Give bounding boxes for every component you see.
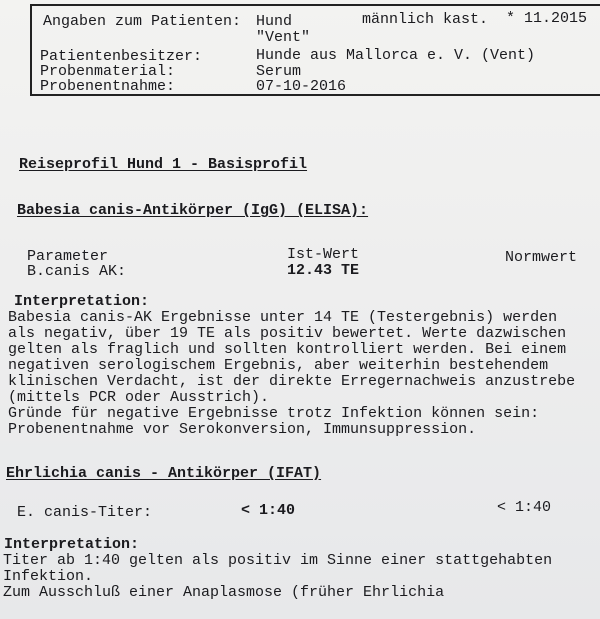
babesia-interp-line: gelten als fraglich und sollten kontrolliert werden. Bei einem	[8, 341, 567, 358]
ehrlichia-interp-line: Infektion.	[3, 568, 94, 585]
babesia-interp-line: Babesia canis-AK Ergebnisse unter 14 TE (Testergebnis) werden	[8, 309, 558, 326]
profile-title: Reiseprofil Hund 1 - Basisprofil	[19, 156, 308, 173]
patient-name: "Vent"	[256, 29, 311, 46]
patient-label: Angaben zum Patienten:	[43, 13, 242, 30]
patient-species: Hund	[256, 13, 293, 30]
owner-value: Hunde aus Mallorca e. V. (Vent)	[256, 47, 536, 64]
babesia-interp-line: Gründe für negative Ergebnisse trotz Infektion können sein:	[8, 405, 540, 422]
ehrlichia-title: Ehrlichia canis - Antikörper (IFAT)	[6, 465, 322, 482]
babesia-row-value: 12.43 TE	[287, 262, 360, 279]
ehrlichia-interp-title: Interpretation:	[4, 536, 140, 553]
babesia-interp-title: Interpretation:	[14, 293, 150, 310]
ehrlichia-interp-line: Titer ab 1:40 gelten als positiv im Sinne einer stattgehabten	[3, 552, 553, 569]
ehrlichia-row-value: < 1:40	[241, 502, 296, 519]
date-value: 07-10-2016	[256, 78, 347, 95]
ehrlichia-row-label: E. canis-Titer:	[17, 504, 153, 521]
material-value: Serum	[256, 63, 302, 80]
babesia-interp-line: (mittels PCR oder Ausstrich).	[8, 389, 270, 406]
babesia-interp-line: als negativ, über 19 TE als positiv bewertet. Werte dazwischen	[8, 325, 567, 342]
ehrlichia-norm-value: < 1:40	[497, 499, 552, 516]
babesia-col-ist: Ist-Wert	[287, 246, 360, 263]
date-label: Probenentnahme:	[40, 78, 176, 95]
babesia-interp-line: klinischen Verdacht, ist der direkte Erregernachweis anzustrebe	[8, 373, 576, 390]
babesia-col-norm: Normwert	[505, 249, 578, 266]
babesia-interp-line: negativen serologischem Ergebnis, aber weiterhin bestehendem	[8, 357, 549, 374]
babesia-title: Babesia canis-Antikörper (IgG) (ELISA):	[17, 202, 369, 219]
patient-birth: * 11.2015	[506, 10, 588, 27]
material-label: Probenmaterial:	[40, 63, 176, 80]
owner-label: Patientenbesitzer:	[40, 48, 203, 65]
babesia-interp-line: Probenentnahme vor Serokonversion, Immunsuppression.	[8, 421, 477, 438]
babesia-col-parameter: Parameter	[27, 248, 109, 265]
babesia-row-label: B.canis AK:	[27, 263, 127, 280]
patient-sex: männlich kast.	[362, 11, 489, 28]
ehrlichia-interp-line: Zum Ausschluß einer Anaplasmose (früher Ehrlichia	[3, 584, 445, 601]
